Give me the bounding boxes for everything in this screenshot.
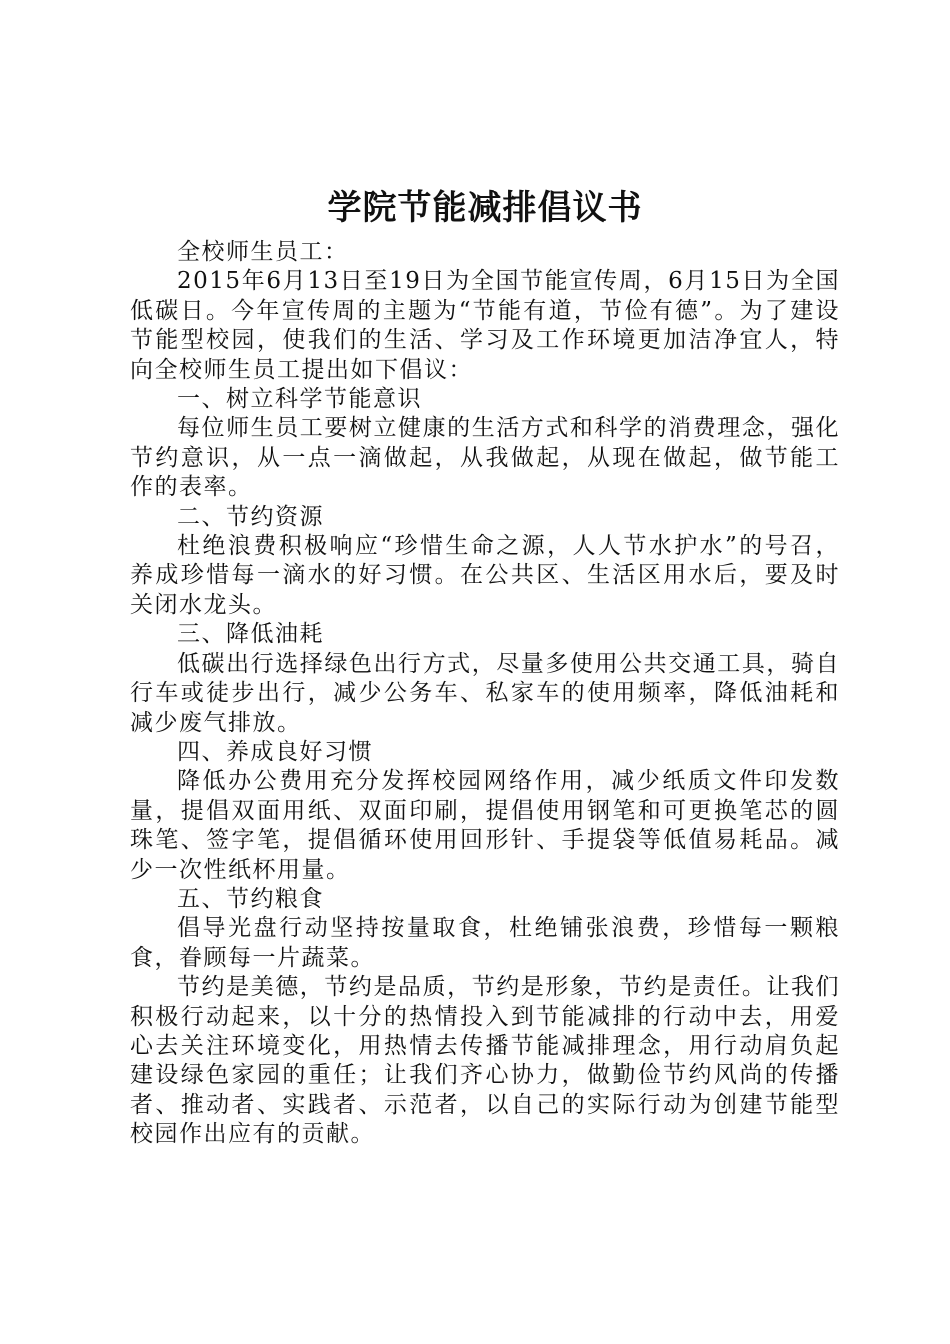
closing-paragraph: 节约是美德，节约是品质，节约是形象，节约是责任。让我们积极行动起来，以十分的热情投入到节能减排的行动中去，用爱心去关注环境变化，用热情去传播节能减排理念，用行动肩负起建设绿色家园的重任；让我们齐心协力，做勤俭节约风尚的传播者、推动者、实践者、示范者，以自己的实际行动为创建节能型校园作出应有的贡献。 bbox=[130, 974, 840, 1148]
section-heading-4: 四、养成良好习惯 bbox=[177, 738, 373, 765]
section-body-4: 降低办公费用充分发挥校园网络作用，减少纸质文件印发数量，提倡双面用纸、双面印刷，提倡使用钢笔和可更换笔芯的圆珠笔、签字笔，提倡循环使用回形针、手提袋等低值易耗品。减少一次性纸杯用量。 bbox=[130, 768, 840, 883]
section-body-3: 低碳出行选择绿色出行方式，尽量多使用公共交通工具，骑自行车或徒步出行，减少公务车、私家车的使用频率，降低油耗和减少废气排放。 bbox=[130, 650, 840, 736]
section-body-5: 倡导光盘行动坚持按量取食，杜绝铺张浪费，珍惜每一颗粮食，眷顾每一片蔬菜。 bbox=[130, 915, 840, 971]
document-title: 学院节能减排倡议书 bbox=[327, 188, 643, 228]
section-heading-5: 五、节约粮食 bbox=[177, 885, 324, 912]
intro-paragraph: 2015年6月13日至19日为全国节能宣传周，6月15日为全国低碳日。今年宣传周的主题为“节能有道，节俭有德”。为了建设节能型校园，使我们的生活、学习及工作环境更加洁净宜人，特向全校师生员工提出如下倡议： bbox=[130, 268, 840, 383]
section-body-1: 每位师生员工要树立健康的生活方式和科学的消费理念，强化节约意识，从一点一滴做起，从我做起，从现在做起，做节能工作的表率。 bbox=[130, 415, 840, 501]
section-body-2: 杜绝浪费积极响应“珍惜生命之源，人人节水护水”的号召，养成珍惜每一滴水的好习惯。在公共区、生活区用水后，要及时关闭水龙头。 bbox=[130, 533, 840, 618]
salutation: 全校师生员工： bbox=[177, 239, 349, 265]
document-body bbox=[130, 184, 840, 1150]
section-heading-1: 一、树立科学节能意识 bbox=[177, 386, 422, 413]
section-heading-2: 二、节约资源 bbox=[177, 503, 324, 530]
section-heading-3: 三、降低油耗 bbox=[177, 621, 324, 648]
